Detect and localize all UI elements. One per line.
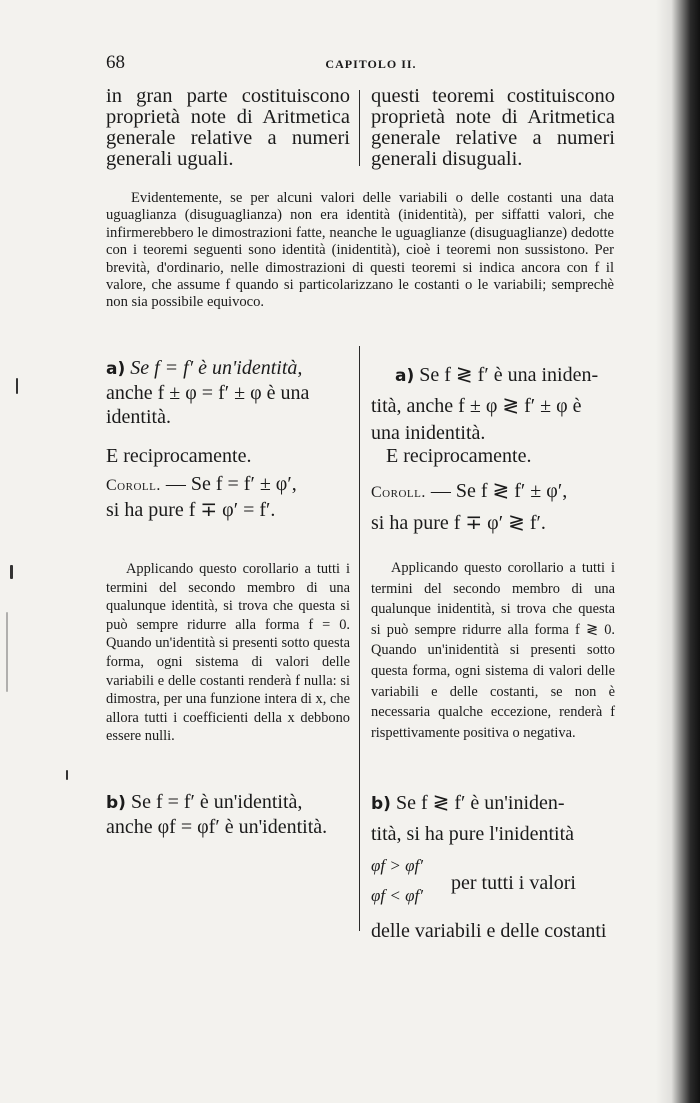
page-number: 68: [106, 52, 125, 73]
reciprocal-note: E reciprocamente.: [386, 445, 532, 467]
left-theorem-a: [106, 356, 350, 429]
formula-line: anche φf = φf′ è un'identità.: [106, 816, 328, 838]
text-line: proprietà note di Aritmetica: [106, 106, 350, 128]
scan-speck: [6, 612, 8, 692]
intro-paragraph: Evidentemente, se per alcuni valori delle variabili o delle costanti una data uguaglianza (disuguaglianza) non era identità (inidentità), per siffatti valori, che infirmerebbero le dimostrazioni fatte, neanche le uguaglianze (disuguaglianze) dedotte con i teoremi seguenti sono identità (inidentità), cioè i teoremi non sussistono. Per brevità, d'ordinario, nelle dimostrazioni di questi teoremi si indica ancora con f il valore, che assume f quando si particolarizzano le costanti o le variabili; semprechè non sia possibile equivoco.: [106, 190, 614, 311]
left-theorem-b: [106, 790, 350, 839]
text-line: generale relative a numeri: [106, 127, 350, 149]
column-divider: [359, 346, 360, 931]
text-line: delle variabili e delle costanti: [371, 920, 607, 942]
corollary-label: Coroll.: [371, 484, 426, 501]
formula-line: Se f = f′ è un'identità,: [130, 357, 303, 379]
left-corollary: [106, 472, 350, 522]
top-left-fragment: [106, 86, 350, 170]
running-head: CAPITOLO II.: [325, 57, 417, 71]
top-right-fragment: [371, 86, 615, 170]
text-line: una inidentità.: [371, 422, 486, 444]
formula-line: si ha pure f ∓ φ′ = f′.: [106, 499, 276, 521]
item-label: b): [371, 794, 391, 814]
left-applying-paragraph: Applicando questo corollario a tutti i termini del secondo membro di una qualunque identità, si trova che questa si può sempre ridurre alla forma f = 0. Quando un'identità si presenti sotto questa forma, ogni sistema di valori delle variabili e delle costanti renderà f nulla: si dimostra, per una funzione intera di x, che allora tutti i coefficienti della x debbono essere nulli.: [106, 561, 350, 745]
formula-line: si ha pure f ∓ φ′ ≷ f′.: [371, 512, 546, 534]
right-theorem-a: [371, 360, 615, 445]
inequality-display: [371, 853, 615, 915]
text-line: questi teoremi costituiscono: [371, 85, 615, 107]
scan-speck: [16, 378, 18, 394]
item-label: a): [395, 366, 415, 386]
formula-line: Se f ≷ f′ è una iniden-: [419, 364, 599, 386]
formula-line: — Se f ≷ f′ ± φ′,: [430, 480, 568, 502]
column-divider: [359, 90, 360, 166]
scan-speck: [66, 770, 68, 780]
item-label: a): [106, 359, 126, 379]
right-corollary: [371, 476, 615, 538]
formula-line: tità, anche f ± φ ≷ f′ ± φ è: [371, 395, 582, 417]
text-line: generale relative a numeri: [371, 127, 615, 149]
formula-line: φf < φf′: [371, 886, 423, 905]
formula-line: anche f ± φ = f′ ± φ è una: [106, 382, 310, 404]
text-line: proprietà note di Aritmetica: [371, 106, 615, 128]
text-line: per tutti i valori: [451, 872, 576, 894]
formula-line: — Se f = f′ ± φ′,: [165, 473, 297, 495]
scan-speck: [10, 565, 13, 579]
reciprocal-note: E reciprocamente.: [106, 445, 252, 467]
right-theorem-b: [371, 788, 615, 943]
text-line: tità, si ha pure l'inidentità: [371, 823, 574, 845]
formula-line: Se f ≷ f′ è un'iniden-: [395, 792, 565, 814]
formula-line: Se f = f′ è un'identità,: [130, 791, 303, 813]
item-label: b): [106, 793, 126, 813]
text-line: generali uguali.: [106, 148, 234, 170]
corollary-label: Coroll.: [106, 477, 161, 494]
text-line: in gran parte costituiscono: [106, 85, 350, 107]
page-spine-shadow: [656, 0, 700, 1103]
text-line: generali disuguali.: [371, 148, 523, 170]
right-applying-paragraph: Applicando questo corollario a tutti i termini del secondo membro di una qualunque inidentità, si trova che questa si può sempre ridurre alla forma f ≷ 0. Quando un'inidentità si presenti sotto questa forma, ogni sistema di valori delle variabili e delle costanti, se non è necessaria qualche eccezione, renderà f rispettivamente positiva o negativa.: [371, 560, 615, 741]
page-header: [106, 52, 636, 78]
text-line: identità.: [106, 406, 171, 428]
formula-line: φf > φf′: [371, 856, 423, 875]
